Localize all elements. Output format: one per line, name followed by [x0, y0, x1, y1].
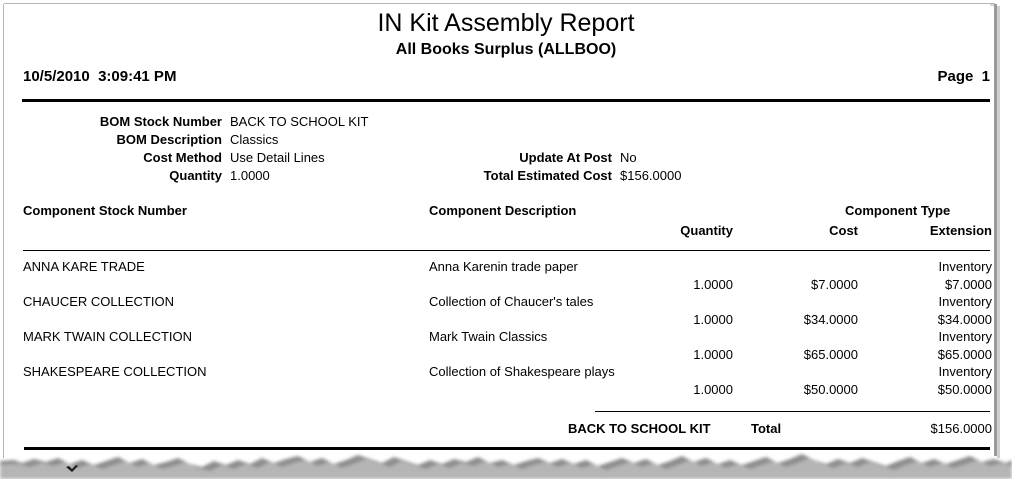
table-row [0, 364, 1012, 399]
row-type: Inventory [938, 294, 992, 309]
bom-update-at-post-label: Update At Post [519, 150, 612, 165]
table-row [0, 329, 1012, 364]
bom-description-label: BOM Description [116, 132, 222, 147]
row-quantity: 1.0000 [693, 382, 733, 397]
bom-description-value: Classics [230, 132, 279, 147]
bom-stock-number-label: BOM Stock Number [99, 114, 222, 129]
row-description: Collection of Chaucer's tales [429, 294, 594, 309]
row-extension: $7.0000 [945, 277, 992, 292]
row-type: Inventory [938, 329, 992, 344]
row-type: Inventory [938, 259, 992, 274]
row-cost: $50.0000 [803, 382, 858, 397]
row-quantity: 1.0000 [693, 277, 733, 292]
report-timestamp: 10/5/2010 3:09:41 PM [23, 68, 177, 85]
bom-stock-number-value: BACK TO SCHOOL KIT [230, 114, 369, 129]
page-title: IN Kit Assembly Report [377, 9, 635, 37]
total-kit-label: BACK TO SCHOOL KIT [568, 421, 711, 436]
bom-row-stock-number [0, 114, 1012, 132]
row-stock-number: CHAUCER COLLECTION [23, 294, 174, 309]
row-type: Inventory [938, 364, 992, 379]
header-divider [22, 99, 990, 102]
column-header-quantity: Quantity [680, 223, 733, 238]
row-stock-number: SHAKESPEARE COLLECTION [23, 364, 207, 379]
bom-cost-method-label: Cost Method [143, 150, 222, 165]
row-description: Collection of Shakespeare plays [429, 364, 615, 379]
bom-total-estimated-cost-label: Total Estimated Cost [483, 168, 612, 183]
column-header-description: Component Description [429, 203, 577, 218]
column-header-stock-number: Component Stock Number [23, 203, 187, 218]
total-amount: $156.0000 [930, 421, 992, 436]
column-header-cost: Cost [829, 223, 858, 238]
bom-update-at-post-value: No [620, 150, 637, 165]
report-subtitle: All Books Surplus (ALLBOO) [395, 41, 617, 58]
bom-total-estimated-cost-value: $156.0000 [620, 168, 682, 183]
column-header-divider [23, 250, 990, 251]
bom-row-description [0, 132, 1012, 150]
row-stock-number: MARK TWAIN COLLECTION [23, 329, 193, 344]
page-frame-top [4, 3, 995, 4]
component-list [0, 259, 1012, 399]
row-cost: $65.0000 [803, 347, 858, 362]
row-extension: $65.0000 [937, 347, 992, 362]
column-header-extension: Extension [929, 223, 992, 238]
total-divider [595, 411, 990, 412]
row-description: Mark Twain Classics [429, 329, 548, 344]
footer-divider [24, 447, 990, 450]
row-quantity: 1.0000 [693, 347, 733, 362]
bom-quantity-label: Quantity [169, 168, 222, 183]
row-quantity: 1.0000 [693, 312, 733, 327]
column-header-type: Component Type [845, 203, 951, 218]
bom-row-cost-method [0, 150, 1012, 168]
row-cost: $7.0000 [811, 277, 858, 292]
row-stock-number: ANNA KARE TRADE [23, 259, 145, 274]
bom-quantity-value: 1.0000 [230, 168, 270, 183]
bom-summary [0, 114, 1012, 186]
row-extension: $50.0000 [937, 382, 992, 397]
page-number: Page 1 [937, 68, 990, 85]
row-extension: $34.0000 [937, 312, 992, 327]
table-row [0, 294, 1012, 329]
bom-row-quantity [0, 168, 1012, 186]
bom-cost-method-value: Use Detail Lines [230, 150, 325, 165]
table-row [0, 259, 1012, 294]
row-cost: $34.0000 [803, 312, 858, 327]
row-description: Anna Karenin trade paper [429, 259, 578, 274]
torn-paper-edge [0, 451, 1012, 479]
total-word-label: Total [751, 421, 782, 436]
